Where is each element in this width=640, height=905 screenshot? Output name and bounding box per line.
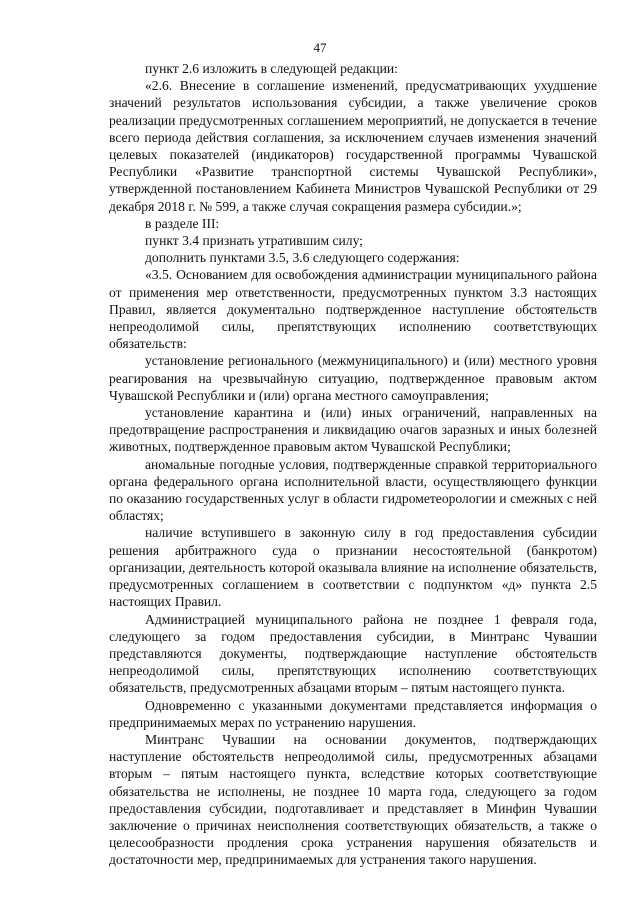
paragraph: Одновременно с указанными документами представляется информация о предпринимаемых мерах по устранению нарушения. bbox=[109, 697, 597, 730]
paragraph: Минтранс Чувашии на основании документов, подтверждающих наступление обстоятельств непреодолимой силы, предусмотренных абзацами вторым – пятым настоящего пункта, вследствие которых соответствующие обязательства не исполнены, не позднее 10 марта года, следующего за годом предоставления субсидии, подготавливает и представляет в Минфин Чувашии заключение о причинах неисполнения соответствующих обязательств, а также о целесообразности продления срока устранения нарушения обязательств и достаточности мер, предпринимаемых для устранения такого нарушения. bbox=[109, 731, 597, 868]
paragraph: «3.5. Основанием для освобождения администрации муниципального района от применения мер ответственности, предусмотренных пунктом 3.3 настоящих Правил, является документально подтвержденное наступление обстоятельств непреодолимой силы, препятствующих исполнению соответствующих обязательств: bbox=[109, 267, 597, 352]
paragraph: в разделе III: bbox=[145, 215, 220, 231]
paragraph: аномальные погодные условия, подтвержденные справкой территориального органа федерального органа исполнительной власти, осуществляющего функции по оказанию государственных услуг в области гидрометеорологии и смежных с ней областях; bbox=[109, 456, 597, 524]
paragraph: установление карантина и (или) иных ограничений, направленных на предотвращение распространения и ликвидацию очагов заразных и иных болезней животных, подтвержденное правовым актом Чувашской Республики; bbox=[109, 405, 597, 455]
document-body bbox=[109, 60, 597, 869]
paragraph: установление регионального (межмуниципального) и (или) местного уровня реагирования на чрезвычайную ситуацию, подтвержденное правовым актом Чувашской Республики и (или) органа местного самоуправления; bbox=[109, 353, 597, 403]
page-number: 47 bbox=[313, 40, 327, 55]
paragraph: пункт 3.4 признать утратившим силу; bbox=[145, 233, 363, 249]
paragraph: Администрацией муниципального района не позднее 1 февраля года, следующего за годом предоставления субсидии, в Минтранс Чувашии представляются документы, подтверждающие наступление обстоятельств непреодолимой силы, препятствующих исполнению соответствующих обязательств, предусмотренных абзацами вторым – пятым настоящего пункта. bbox=[109, 611, 597, 696]
paragraph: наличие вступившего в законную силу в год предоставления субсидии решения арбитражного суда о признании несостоятельной (банкротом) организации, деятельность которой оказывала влияние на исполнение обязательств, предусмотренных соглашением в соответствии с подпунктом «д» пункта 2.5 настоящих Правил. bbox=[109, 525, 597, 610]
paragraph: пункт 2.6 изложить в следующей редакции: bbox=[145, 61, 398, 76]
paragraph: дополнить пунктами 3.5, 3.6 следующего содержания: bbox=[145, 250, 460, 266]
paragraph: «2.6. Внесение в соглашение изменений, предусматривающих ухудшение значений результатов использования субсидии, а также увеличение сроков реализации предусмотренных соглашением мероприятий, не допускается в течение всего периода действия соглашения, за исключением случаев изменения значений целевых показателей (индикаторов) государственной программы Чувашской Республики «Развитие транспортной системы Чувашской Республики», утвержденной постановлением Кабинета Министров Чувашской Республики от 29 декабря 2018 г. № 599, а также случая сокращения размера субсидии.»; bbox=[109, 78, 597, 214]
